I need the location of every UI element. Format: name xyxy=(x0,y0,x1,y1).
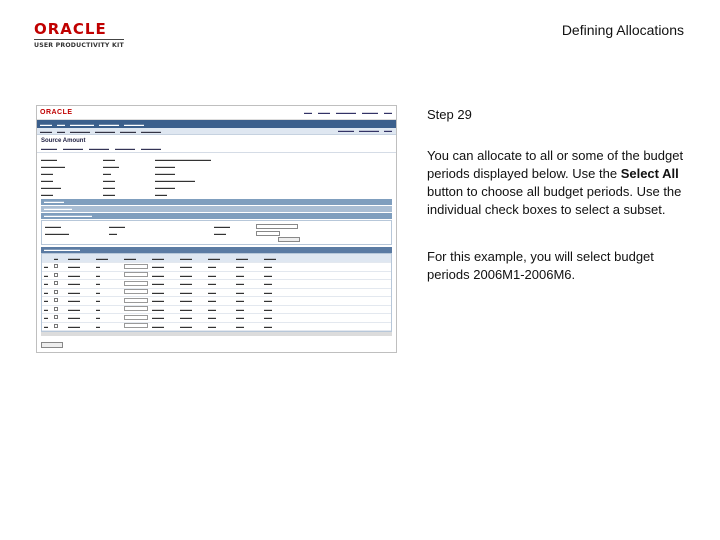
oracle-upk-logo xyxy=(34,22,124,49)
screenshot-logo: ORACLE xyxy=(40,109,73,116)
screenshot-toolbar: ▬▬▬▬ ▬▬▬▬▬ ▬▬ xyxy=(338,128,392,133)
instruction-paragraph-1 xyxy=(427,147,691,219)
screenshot-grid-header: ▬▬▬▬▬▬▬▬▬ xyxy=(41,247,392,253)
screenshot-menu-bar: ▬▬▬ ▬▬ ▬▬▬▬▬▬ ▬▬▬▬▬ ▬▬▬▬▬ xyxy=(37,120,396,128)
select-all-term: Select All xyxy=(620,166,679,181)
screenshot-section-bar: ▬▬▬▬▬▬▬ xyxy=(41,206,392,212)
screenshot-button xyxy=(41,342,63,348)
instruction-text: You can allocate to all or some of the budget periods displayed below. Use the xyxy=(427,148,684,181)
instruction-paragraph-2: For this example, you will select budget periods 2006M1-2006M6. xyxy=(427,249,654,282)
application-screenshot xyxy=(36,105,397,353)
slide-title: Defining Allocations xyxy=(561,22,684,38)
screenshot-source-form: ▬▬▬▬ ▬▬▬ ▬▬▬▬▬▬▬▬▬▬▬▬▬▬ ▬▬▬▬▬▬ ▬▬▬▬ ▬▬▬▬▬ ▬▬▬ ▬▬ ▬▬▬▬▬ ▬▬▬ ▬▬▬ ▬▬▬▬▬▬▬▬▬▬ ▬▬▬▬▬ ▬▬▬ ▬▬▬▬▬ ▬▬▬ ▬▬▬ ▬▬▬ xyxy=(41,157,211,197)
screenshot-button xyxy=(278,237,300,242)
logo-word: ORACLE xyxy=(34,20,107,38)
instruction-text: button to choose all budget periods. Use the individual check boxes to select a subset. xyxy=(427,184,682,217)
screenshot-breadcrumb: ▬▬▬ ▬▬ ▬▬▬▬▬ ▬▬▬▬▬ ▬▬▬▬ ▬▬▬▬▬ xyxy=(37,128,396,135)
screenshot-topbar xyxy=(37,106,396,120)
screenshot-scrollbar xyxy=(41,332,392,336)
screenshot-tabs: ▬▬▬▬ ▬▬▬▬▬ ▬▬▬▬▬ ▬▬▬▬▬ ▬▬▬▬▬ xyxy=(37,145,396,153)
screenshot-header-links: ▬▬ ▬▬▬ ▬▬▬▬▬ ▬▬▬▬ ▬▬ xyxy=(304,110,392,115)
screenshot-section-bar: ▬▬▬▬▬▬▬▬▬▬▬▬ xyxy=(41,213,392,219)
step-number: Step 29 xyxy=(427,107,472,122)
screenshot-section-bar: ▬▬▬▬▬ xyxy=(41,199,392,205)
screenshot-budget-grid: ▬ ▬▬▬ ▬▬▬ ▬▬▬ ▬▬▬ ▬▬▬ ▬▬▬ ▬▬▬ ▬▬▬ ▬ ▬▬▬ ▬ ▬▬▬ ▬▬▬ ▬▬ ▬▬ ▬▬ ▬ ▬▬▬ ▬ ▬▬▬ ▬▬▬ ▬▬ ▬▬ ▬▬ ▬ ▬▬▬ ▬ ▬▬▬ ▬▬▬ ▬▬ ▬▬ ▬▬ ▬ ▬▬▬ ▬ ▬▬▬ ▬▬▬ ▬▬ ▬▬ ▬▬ ▬ ▬▬▬ ▬ ▬▬▬ ▬▬▬ ▬▬ ▬▬ ▬▬ ▬ ▬▬▬ ▬ ▬▬▬ ▬▬▬ ▬▬ ▬▬ ▬▬ ▬ ▬▬▬ ▬ ▬▬▬ ▬▬▬ ▬▬ ▬▬ ▬▬ ▬ ▬▬▬ ▬ ▬▬▬ ▬▬▬ ▬▬ ▬▬ ▬▬ xyxy=(41,253,392,332)
screenshot-allocation-box: ▬▬▬▬ ▬▬▬▬ ▬▬▬▬ ▬▬▬▬▬▬ ▬▬ ▬▬▬ xyxy=(41,220,392,245)
logo-subtitle: USER PRODUCTIVITY KIT xyxy=(34,39,124,49)
screenshot-page-title: Source Amount xyxy=(41,138,86,144)
